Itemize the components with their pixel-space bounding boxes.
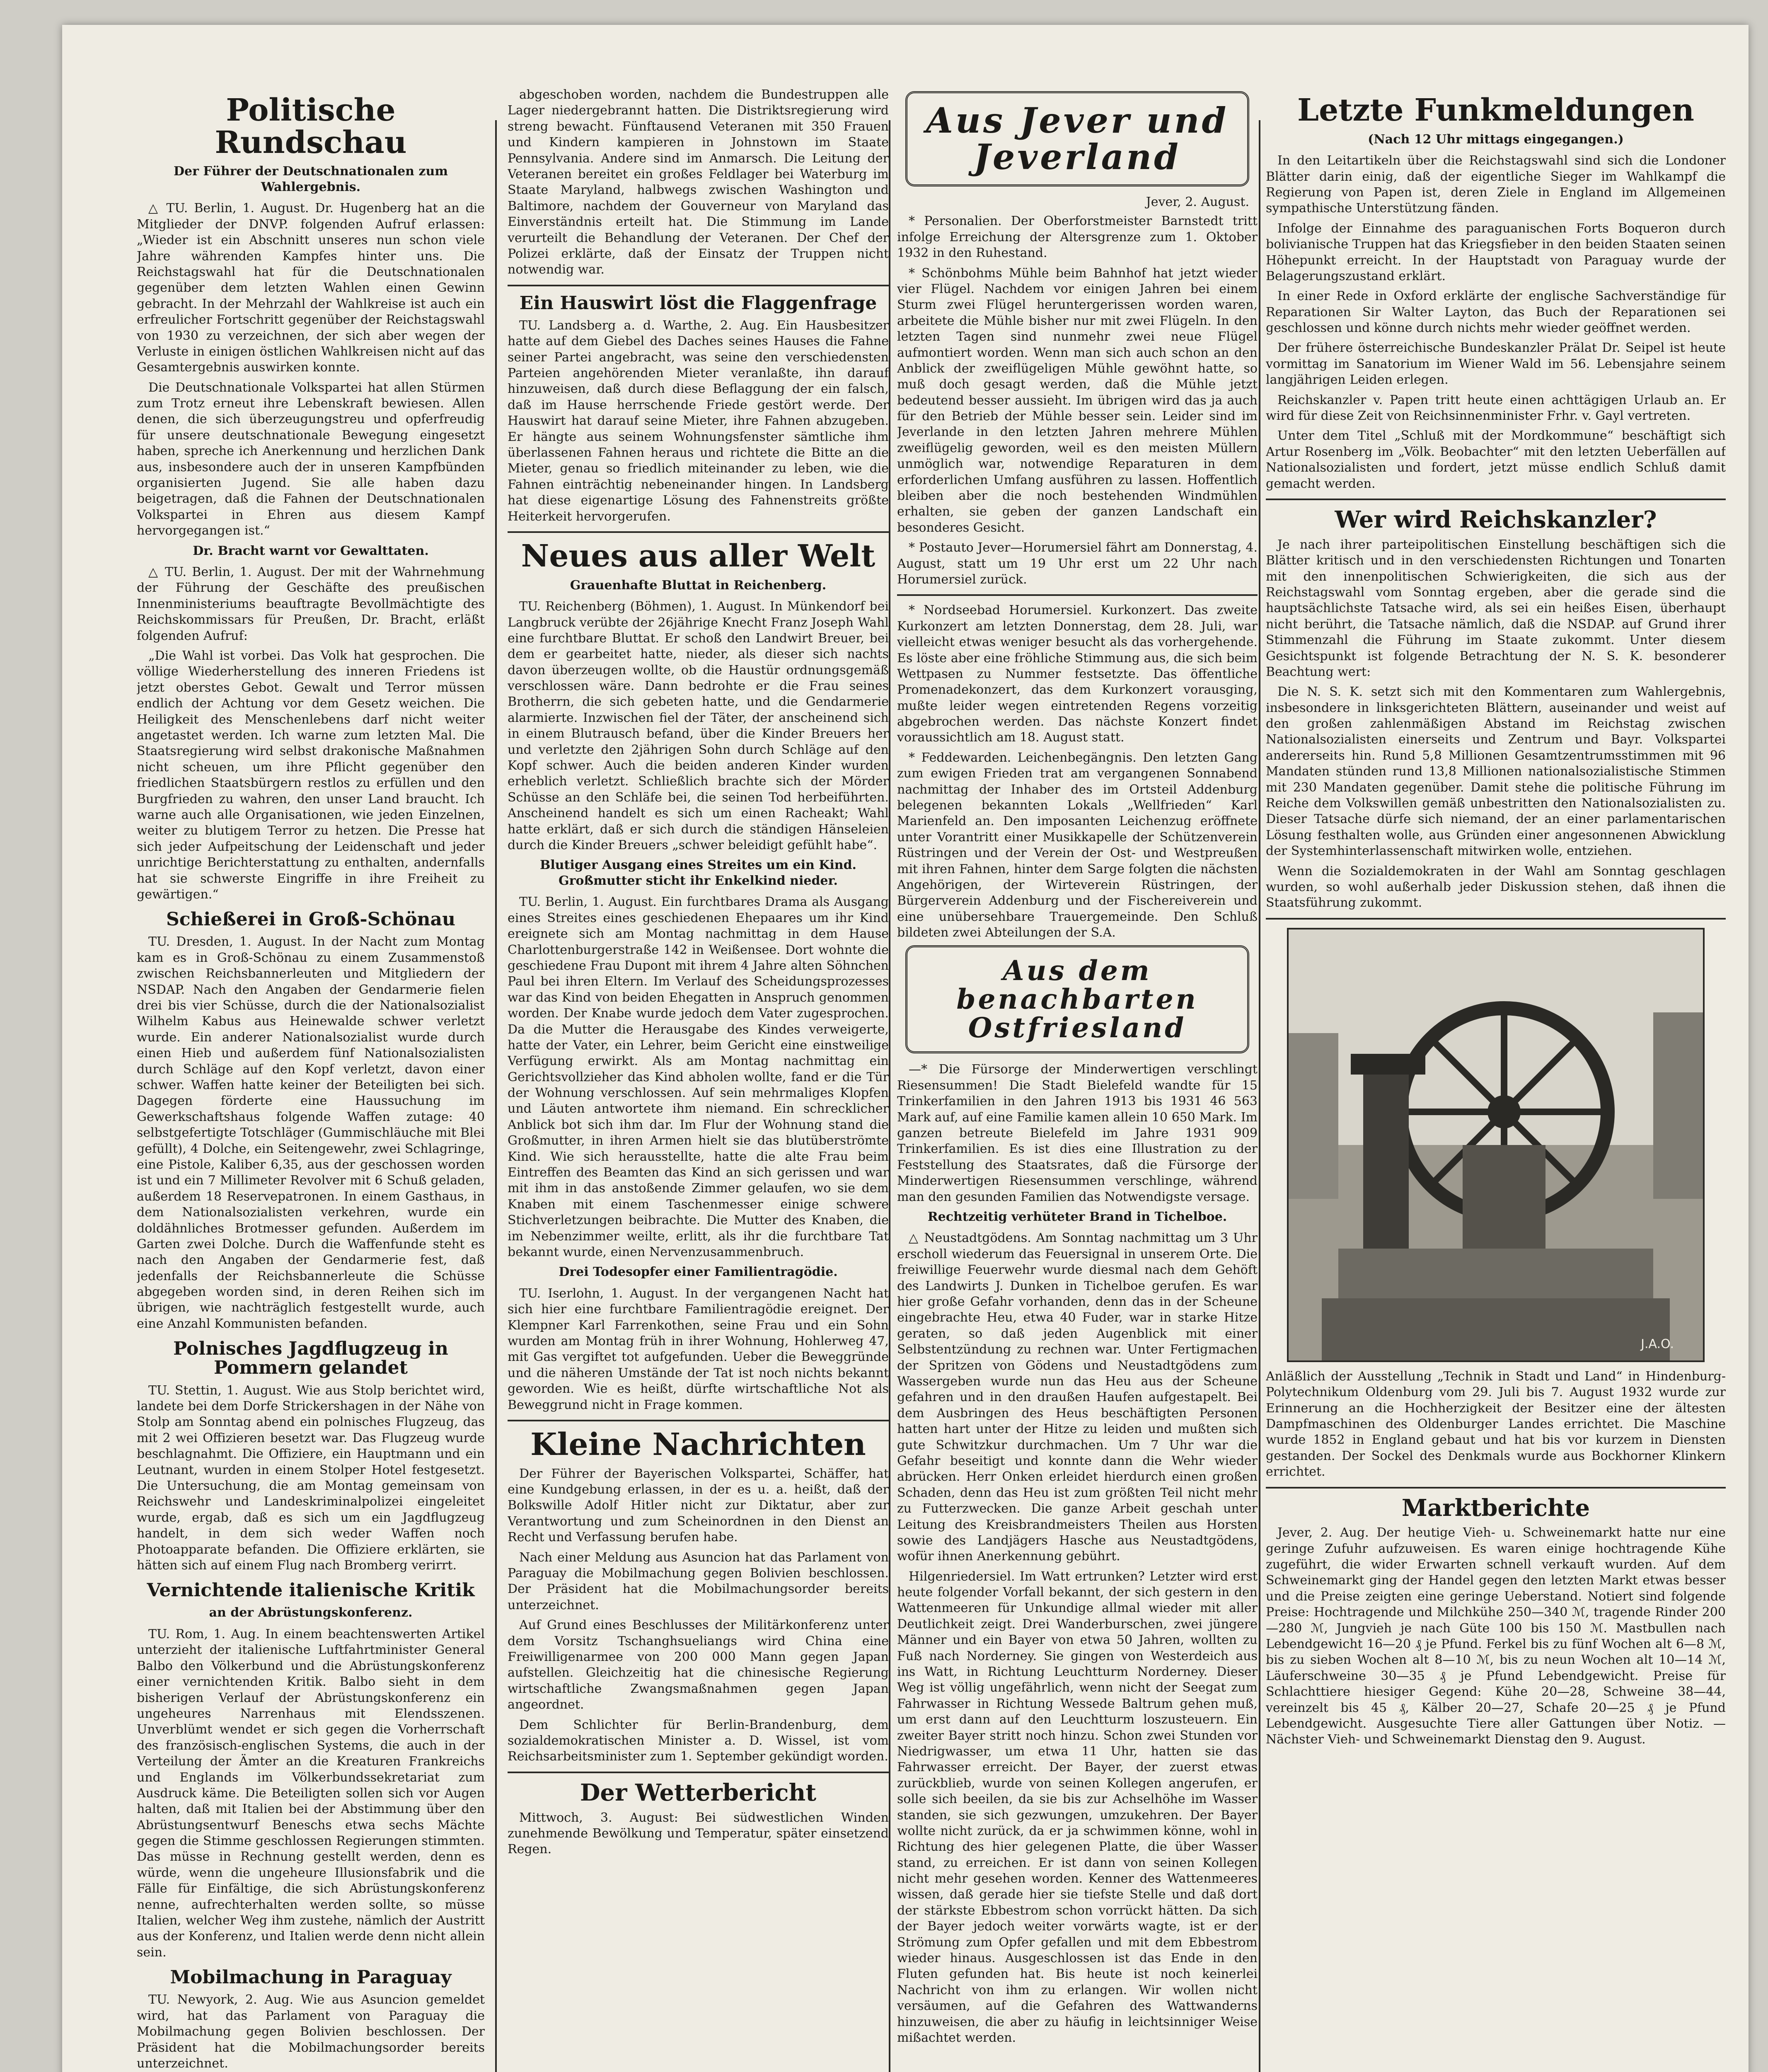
- divider: [508, 285, 889, 286]
- article-paragraph: △ TU. Berlin, 1. August. Dr. Hugenberg hat an die Mitglieder der DNVP. folgenden Aufruf erlassen: „Wieder ist ein Abschnitt unseres nun schon viele Jahre währenden Kampfes hinter uns. Die Reichstagswahl hat für die Deutschnationalen gegenüber dem letzten Wahlen einen Gewinn gebracht. In der Mehrzahl der Wahlkreise ist auch ein erfreulicher Fortschritt gegenüber der Reichstagswahl von 1930 zu verzeichnen, der sich aber wegen der Verluste in einigen östlichen Wahlkreisen nicht auf das Gesamtergebnis auswirken konnte.: [137, 201, 485, 375]
- weather-paragraph: Mittwoch, 3. August: Bei südwestlichen Winden zunehmende Bewölkung und Temperatur, später einsetzend Regen.: [508, 1810, 889, 1857]
- article-subtitle: Blutiger Ausgang eines Streites um ein Kind. Großmutter sticht ihr Enkelkind nieder.: [539, 858, 856, 888]
- article-paragraph: —* Die Fürsorge der Minderwertigen verschlingt Riesensummen! Die Stadt Bielefeld wandte für 15 Trinkerfamilien in den Jahren 1913 bis 1931 46 563 Mark auf, auf eine Familie kamen allein 10 650 Mark. Im ganzen betreute Bielefeld im Jahre 1931 909 Trinkerfamilien. Es ist dies eine Illustration zu der Feststellung des Staatsrates, daß die Fürsorge der Minderwertigen Riesensummen verschlinge, während man den gesunden Familien das Notwendigste versage.: [897, 1062, 1258, 1204]
- article-paragraph: △ TU. Berlin, 1. August. Der mit der Wahrnehmung der Führung der Geschäfte des preußischen Innenministeriums beauftragte Bevollmächtigte des Reichskommissars für Preußen, Dr. Bracht, erläßt folgenden Aufruf:: [137, 565, 485, 643]
- divider: [1266, 918, 1726, 920]
- article-paragraph: TU. Stettin, 1. August. Wie aus Stolp berichtet wird, landete bei dem Dorfe Strickershagen in der Nähe von Stolp am Sonntag abend ein polnisches Flugzeug, das mit 2 wei Offizieren besetzt war. Das Flugzeug wurde beschlagnahmt. Die Offiziere, ein Hauptmann und ein Leutnant, wurden in einem Stolper Hotel festgesetzt. Die Untersuchung, die am Montag gemeinsam von Reichswehr und Landeskriminalpolizei eingeleitet wurde, ergab, daß es sich um ein Jagdflugzeug handelt, in dem sich weder Waffen noch Photoapparate befanden. Die Offiziere erklärten, sie hätten sich auf einem Flug nach Bromberg verirrt.: [137, 1383, 485, 1573]
- divider: [1266, 499, 1726, 500]
- article-paragraph: TU. Reichenberg (Böhmen), 1. August. In Münkendorf bei Langbruck verübte der 26jährige Knecht Franz Joseph Wahl eine furchtbare Bluttat. Er schoß den Landwirt Breuer, bei dem er gearbeitet hatte, nieder, als dieser sich nachts davon überzeugen wollte, ob die Haustür ordnungsgemäß verschlossen wäre. Dann bedrohte er die Frau seines Brotherrn, die sich gebeten hatte, und die Gendarmerie alarmierte. Inzwischen fiel der Täter, der anscheinend sich in einem Blutrausch befand, über die Kinder Breuers her und verletzte den 2jährigen Sohn durch Schläge auf den Kopf schwer. Auch die beiden anderen Kinder wurden erheblich verletzt. Schließlich brachte sich der Mörder Schüsse an den Schläfe bei, die seinen Tod herbeiführten. Anscheinend handelt es sich um einen Racheakt; Wahl hatte erklärt, daß er sich durch die ständigen Hänseleien durch die Kinder Breuers „schwer beleidigt gefühlt habe“.: [508, 599, 889, 852]
- article-paragraph: Die N. S. K. setzt sich mit den Kommentaren zum Wahlergebnis, insbesondere in linksgerichteten Blättern, auseinander und weist auf den großen zahlenmäßigen Abstand im Reichstag zwischen Nationalsozialisten einerseits und Zentrum und Bayr. Volkspartei andererseits hin. Rund 5,8 Millionen Gesamtzentrumsstimmen mit 96 Mandaten stünden rund 13,8 Millionen nationalsozialistische Stimmen mit 230 Mandaten gegenüber. Damit stehe die politische Führung im Reiche dem Volkswillen gemäß unbestritten den Nationalsozialisten zu. Dieser Tatsache dürfe sich niemand, der an einer parlamentarischen Lösung festhalten wolle, aus Gründen einer angesonnenen Abwicklung der Systemhinterlassenschaft mitwirken wolle, entziehen.: [1266, 685, 1726, 859]
- section-title: Kleine Nachrichten: [530, 1427, 866, 1462]
- article-paragraph: * Personalien. Der Oberforstmeister Barnstedt tritt infolge Erreichung der Altersgrenze zum 1. Oktober 1932 in den Ruhestand.: [897, 214, 1258, 261]
- article-paragraph: Je nach ihrer parteipolitischen Einstellung beschäftigen sich die Blätter kritisch und in den verschiedensten Richtungen und Tonarten mit den innenpolitischen Schwierigkeiten, die sich aus der Reichstagswahl vom Sonntag ergeben, aber die gerade sind die hauptsächlichste Tatsache wird, als sei ein heißes Eisen, überhaupt nicht berührt, die Tatsache nämlich, daß die NSDAP. auf Grund ihrer Stimmenzahl die Führung im Staate zukommt. Unter diesem Gesichtspunkt ist folgende Betrachtung der N. S. K. besonderer Beachtung wert:: [1266, 537, 1726, 679]
- article-paragraph: TU. Newyork, 2. Aug. Wie aus Asuncion gemeldet wird, hat das Parlament von Paraguay die Mobilmachung gegen Bolivien beschlossen. Der Präsident hat die Mobilmachungsorder bereits unterzeichnet.: [137, 1992, 485, 2071]
- article-paragraph: abgeschoben worden, nachdem die Bundestruppen alle Lager niedergebrannt hatten. Die Distriktsregierung wird streng bewacht. Fünftausend Veteranen mit 350 Frauen und Kindern kampieren in Johnstown im Staate Pennsylvania. Andere sind im Anmarsch. Die Leitung der Veteranen bereitet ein großes Feldlager bei Waterburg im Staate Maryland, halbwegs zwischen Washington und Baltimore, nachdem der Gouverneur von Maryland das Einverständnis erteilt hat. Die Stimmung im Lande verurteilt die Behandlung der Veteranen. Der Chef der Polizei erklärte, daß der Einsatz der Truppen nicht notwendig war.: [508, 87, 889, 277]
- column-rule: [1259, 120, 1260, 2072]
- article-paragraph: * Postauto Jever—Horumersiel fährt am Donnerstag, 4. August, statt um 19 Uhr erst um 22 Uhr nach Horumersiel zurück.: [897, 540, 1258, 587]
- column-4: [1266, 87, 1726, 2072]
- divider: [508, 1420, 889, 1421]
- article-paragraph: TU. Iserlohn, 1. August. In der vergangenen Nacht hat sich hier eine furchtbare Familientragödie ereignet. Der Klempner Karl Farrenkothen, seine Frau und ein Sohn wurden am Montag früh in ihrer Wohnung, Hohlerweg 47, mit Gas vergiftet tot aufgefunden. Ueber die Beweggründe und die näheren Umstände der Tat ist noch nichts bekannt geworden. Wie es heißt, dürfte wirtschaftliche Not als Beweggrund nicht in Frage kommen.: [508, 1286, 889, 1412]
- article-subtitle: Rechtzeitig verhüteter Brand in Tichelboe.: [927, 1209, 1227, 1224]
- article-title: Vernichtende italienische Kritik: [147, 1580, 475, 1601]
- article-paragraph: „Die Wahl ist vorbei. Das Volk hat gesprochen. Die völlige Wiederherstellung des inneren Friedens ist jetzt oberstes Gebot. Gewalt und Terror müssen endlich der Achtung vor dem Gesetz weichen. Die Heiligkeit des Menschenlebens darf nicht weiter angetastet werden. Ich warne zum letzten Mal. Die Staatsregierung wird selbst drakonische Maßnahmen nicht scheuen, um ihre Pflicht gegenüber den friedlichen Staatsbürgern restlos zu erfüllen und den Burgfrieden zu wahren, den unser Land braucht. Ich warne auch alle Organisationen, wie jeden Einzelnen, weiter zu blutigem Terror zu hetzen. Die Presse hat sich jeder Aufpeitschung der Leidenschaft und jeder unrichtige Berichterstattung zu enthalten, andernfalls hat sie schwerste Eingriffe in ihre Freiheit zu gewärtigen.“: [137, 649, 485, 902]
- politische-rundschau-title: Politische Rundschau: [215, 92, 407, 160]
- article-paragraph: TU. Rom, 1. Aug. In einem beachtenswerten Artikel unterzieht der italienische Luftfahrtminister General Balbo den Völkerbund und die Abrüstungskonferenz einer vernichtenden Kritik. Balbo sieht in dem bisherigen Verlauf der Abrüstungskonferenz ein ungeheures Narrenhaus mit Elendsszenen. Unverblümt wendet er sich gegen die Vorherrschaft des französisch-englischen Systems, die auch in der Verteilung der Ämter an die Kreaturen Frankreichs und Englands im Völkerbundssekretariat zum Ausdruck käme. Die Beteiligten sollen sich vor Augen halten, daß mit Italien bei der Abstimmung über den Abrüstungsentwurf Beneschs etwa sechs Mächte gegen die Stimme geschlossen Regierungen stimmten. Das müsse in Rechnung gestellt werden, denn es würde, wenn die ungeheure Illusionsfabrik und die Fälle für Einfältige, die sich Abrüstungskonferenz nenne, aufrechterhalten werden sollte, so müsse Italien, welcher Weg ihm zustehe, nämlich der Austritt aus der Konferenz, und Italien werde denn nicht allein sein.: [137, 1627, 485, 1960]
- article-paragraph: TU. Berlin, 1. August. Ein furchtbares Drama als Ausgang eines Streites eines geschiedenen Ehepaares um ihr Kind ereignete sich am Montag nachmittag in dem Hause Charlottenburgerstraße 142 in Weißensee. Dort wohnte die geschiedene Frau Dupont mit ihrem 4 Jahre alten Söhnchen Paul bei ihren Eltern. Im Verlauf des Scheidungsprozesses war das Kind von beiden Ehegatten in Anspruch genommen worden. Der Knabe wurde jedoch dem Vater zugesprochen. Da die Mutter die Herausgabe des Kindes verweigerte, hatte der Vater, ein Lehrer, beim Gericht eine einstweilige Verfügung erwirkt. Als am Montag nachmittag ein Gerichtsvollzieher das Kind abholen wollte, fand er die Tür der Wohnung verschlossen. Auf sein mehrmaliges Klopfen und Läuten antwortete ihm niemand. Ein schrecklicher Anblick bot sich ihm dar. Im Flur der Wohnung stand die Großmutter, in ihren Armen hielt sie das blutüberströmte Kind. Wie sich herausstellte, hatte die alte Frau beim Eintreffen des Beamten das Kind an sich gerissen und war mit ihm in das anstoßende Zimmer gelaufen, wo sie dem Knaben mit einem Taschenmesser einige schwere Stichverletzungen beibrachte. Die Mutter des Knaben, die im Nebenzimmer weilte, erlitt, als ihr die furchtbare Tat bekannt wurde, einen Nervenzusammenbruch.: [508, 895, 889, 1259]
- article-paragraph: Dem Schlichter für Berlin-Brandenburg, dem sozialdemokratischen Minister a. D. Wissel, ist vom Reichsarbeitsminister zum 1. September gekündigt worden.: [508, 1717, 889, 1764]
- article-paragraph: TU. Landsberg a. d. Warthe, 2. Aug. Ein Hausbesitzer hatte auf dem Giebel des Daches seines Hauses die Fahne seiner Partei angebracht, was seine den verschiedensten Parteien angehörenden Mieter veranlaßte, ihn darauf hinzuweisen, daß durch diese Beflaggung der ein falsch, daß im Hause herrschende Friede gestört werde. Der Hauswirt hat darauf seine Mieter, ihre Fahnen abzugeben. Er hängte aus seinem Wohnungsfenster sämtliche ihm überlassenen Fahnen heraus und richtete die Bitte an die Mieter, genau so friedlich miteinander zu leben, wie die Fahnen einträchtig nebeneinander hingen. In Landsberg hat diese eigenartige Lösung des Fahnenstreits größte Heiterkeit hervorgerufen.: [508, 318, 889, 524]
- newspaper-page: [62, 25, 1749, 2072]
- column-rule: [495, 120, 497, 2072]
- steam-engine-illustration: [1289, 929, 1703, 1360]
- article-paragraph: * Schönbohms Mühle beim Bahnhof hat jetzt wieder vier Flügel. Nachdem vor einigen Jahren bei einem Sturm zwei Flügel heruntergerissen worden waren, arbeitete die Mühle bisher nur mit zwei Flügeln. In den letzten Tagen sind nunmehr zwei neue Flügel aufmontiert worden. Wenn man sich auch schon an den Anblick der zweiflügeligen Mühle gewöhnt hatte, so muß doch gesagt werden, daß die Mühle jetzt bedeutend besser aussieht. Im übrigen wird das ja auch für den Betrieb der Mühle besser sein. Leider sind im Jeverlande in den letzten Jahren mehrere Mühlen zweiflügelig geworden, weil es den meisten Müllern unmöglich war, notwendige Reparaturen in dem erforderlichen Umfang ausführen zu lassen. Hoffentlich bleiben aber die noch bestehenden Windmühlen erhalten, sie geben der ganzen Landschaft ein besonderes Gesicht.: [897, 266, 1258, 535]
- article-paragraph: Nach einer Meldung aus Asuncion hat das Parlament von Paraguay die Mobilmachung gegen Bolivien beschlossen. Der Präsident hat die Mobilmachungsorder bereits unterzeichnet.: [508, 1550, 889, 1612]
- article-title: Polnisches Jagdflugzeug in Pommern gelandet: [173, 1338, 448, 1379]
- photo-mark: J.A.O.: [1641, 1336, 1674, 1351]
- dateline: Jever, 2. August.: [1146, 195, 1249, 210]
- steam-engine-photo: [1287, 928, 1705, 1362]
- article-paragraph: Der Führer der Bayerischen Volkspartei, Schäffer, hat eine Kundgebung erlassen, in der es u. a. heißt, daß der Bolkswille Adolf Hitler nicht zur Diktatur, aber zur Verantwortung und zum Scheinordnen in den Dienst an Recht und Verfassung berufen habe.: [508, 1466, 889, 1545]
- article-paragraph: Der frühere österreichische Bundeskanzler Prälat Dr. Seipel ist heute vormittag im Sanatorium im Wiener Wald im 56. Lebensjahre seinem langjährigen Leiden erlegen.: [1266, 341, 1726, 387]
- divider: [508, 531, 889, 533]
- article-paragraph: In den Leitartikeln über die Reichstagswahl sind sich die Londoner Blätter darin einig, daß der eigentliche Sieger im Wahlkampf die Regierung von Papen ist, deren Ziele in England im Allgemeinen sympathische Unterstützung fänden.: [1266, 153, 1726, 216]
- article-paragraph: In einer Rede in Oxford erklärte der englische Sachverständige für Reparationen Sir Walter Layton, das Buch der Reparationen sei geschlossen und könne durch nichts mehr wieder geöffnet werden.: [1266, 289, 1726, 336]
- article-paragraph: Reichskanzler v. Papen tritt heute einen achttägigen Urlaub an. Er wird für diese Zeit von Reichsinnenminister Frhr. v. Gayl vertreten.: [1266, 392, 1726, 424]
- article-subtitle: (Nach 12 Uhr mittags eingegangen.): [1368, 132, 1624, 147]
- funkmeldungen-title: Letzte Funkmeldungen: [1297, 92, 1694, 128]
- article-title: Marktberichte: [1401, 1494, 1590, 1522]
- article-title: Mobilmachung in Paraguay: [170, 1967, 452, 1988]
- article-subtitle: Der Führer der Deutschnationalen zum Wahlergebnis.: [173, 164, 448, 194]
- article-paragraph: Die Deutschnationale Volkspartei hat allen Stürmen zum Trotz erneut ihre Lebenskraft bewiesen. Allen denen, die sich überzeugungstreu und opferfreudig für unsere deutschnationale Bewegung eingesetzt haben, spreche ich Anerkennung und herzlichen Dank aus, insbesondere auch der in unseren Kampfbünden organisierten Jugend. Sie alle haben dazu beigetragen, daß die Fahnen der Deutschnationalen Volkspartei in Ehren aus diesem Kampf hervorgegangen ist.“: [137, 380, 485, 538]
- column-2: [508, 87, 889, 2072]
- divider: [508, 1772, 889, 1773]
- article-paragraph: Infolge der Einnahme des paraguanischen Forts Boqueron durch bolivianische Truppen hat das Kriegsfieber in den beiden Staaten seinen Höhepunkt erreicht. In der Hauptstadt von Paraguay wurde der Belagerungszustand erklärt.: [1266, 221, 1726, 283]
- article-paragraph: Auf Grund eines Beschlusses der Militärkonferenz unter dem Vorsitz Tschanghsueliangs wird China eine Freiwilligenarmee von 200 000 Mann gegen Japan aufstellen. Gleichzeitig hat die chinesische Regierung wirtschaftliche Zwangsmaßnahmen gegen Japan angeordnet.: [508, 1618, 889, 1712]
- article-paragraph: △ Neustadtgödens. Am Sonntag nachmittag um 3 Uhr erscholl wiederum das Feuersignal in unserem Orte. Die freiwillige Feuerwehr wurde diesmal nach dem Gehöft des Landwirts J. Dunken in Tichelboe gerufen. Es war hier große Gefahr vorhanden, denn das in der Scheune eingebrachte Heu, etwa 40 Fuder, war in starke Hitze geraten, so daß jeden Augenblick mit einer Selbstentzündung zu rechnen war. Unter Fertigmachen der Spritzen von Gödens und Neustadtgödens zum Wassergeben wurde nun das Heu aus der Scheune gefahren und in den draußen Haufen aufgestapelt. Bei dem Ausbringen des Heus beschäftigten Personen hatten hart unter der Hitze zu leiden und mußten sich gute Schwitzkur durchmachen. Um 7 Uhr war die Gefahr beseitigt und konnte dann die Wehr wieder abrücken. Herr Onken erleidet hierdurch einen großen Schaden, denn das Heu ist zum größten Teil nicht mehr zu Futterzwecken. Die ganze Arbeit geschah unter Leitung des Kreisbrandmeisters Theilen aus Horsten sowie des Landjägers Hasche aus Neustadtgödens, wofür ihnen Anerkennung gebührt.: [897, 1231, 1258, 1564]
- divider: [1266, 1487, 1726, 1489]
- photo-caption: Anläßlich der Ausstellung „Technik in Stadt und Land“ in Hindenburg-Polytechnikum Oldenburg vom 29. Juli bis 7. August 1932 wurde zur Erinnerung an die Hochherzigkeit der Besitzer eine der ältesten Dampfmaschinen des Oldenburger Landes errichtet. Die Maschine wurde 1852 in England gebaut und hat bis vor kurzem in Diensten gestanden. Der Sockel des Denkmals wurde aus Bockhorner Klinkern errichtet.: [1266, 1369, 1726, 1479]
- article-paragraph: Hilgenriedersiel. Im Watt ertrunken? Letzter wird erst heute folgender Vorfall bekannt, der sich gestern in den Wattenmeeren für Unkundige allmal wieder mit aller Deutlichkeit zeigt. Drei Wanderburschen, zwei jüngere Männer und ein Bayer von etwa 50 Jahren, wollten zu Fuß nach Norderney. Sie gingen von Westerdeich aus ins Watt, in Richtung Leuchtturm Norderney. Dieser Weg ist völlig ungefährlich, wenn nicht der Seegat zum Fahrwasser in Richtung Wessede Baltrum gehen muß, um erst dann auf den Leuchtturm loszusteuern. Ein zweiter Bayer stritt noch hinzu. Schon zwei Stunden vor Niedrigwasser, um etwa 11 Uhr, hatten sie das Fahrwasser erreicht. Der Bayer, der zuerst etwas zurückblieb, wurde von seinen Kollegen angerufen, er solle sich beeilen, da sie bis zur Achselhöhe im Wasser standen, sie sich gezwungen, umzukehren. Der Bayer wollte nicht zurück, da er ja schwimmen könne, wohl in Richtung des hier gelegenen Platte, die über Wasser stand, zu erreichen. Er ist dann von seinen Kollegen nicht mehr gesehen worden. Kenner des Wattenmeeres wissen, daß gerade hier sie tiefste Stelle und daß dort der stärkste Ebbestrom schon vorrückt hätten. Da sich der Bayer jedoch weiter vorwärts wagte, ist er der Strömung zum Opfer gefallen und mit dem Ebbestrom wieder hinaus. Ausgeschlossen ist das Ende in den Fluten gefunden hat. Bis heute ist noch keinerlei Nachricht von ihm zu erlangen. Wir wollen nicht versäumen, auf die Gefahren des Wattwanderns hinzuweisen, die aber zu häufig in leichtsinniger Weise mißachtet werden.: [897, 1569, 1258, 2045]
- article-title: Ein Hauswirt löst die Flaggenfrage: [519, 292, 877, 314]
- section-title: Neues aus aller Welt: [521, 538, 876, 574]
- article-paragraph: * Feddewarden. Leichenbegängnis. Den letzten Gang zum ewigen Frieden trat am vergangenen Sonnabend nachmittag der Inhaber des im Ortsteil Addenburg belegenen bekannten Lokals „Wellfrieden“ Karl Marienfeld an. Den imposanten Leichenzug eröffnete unter Vorantritt einer Musikkapelle der Schützenverein Rüstringen und der Verein der Ost- und Westpreußen mit ihren Fahnen, hinter dem Sarge folgten die nächsten Angehörigen, der Wirteverein Rüstringen, der Bürgerverein Addenburg und der Fischereiverein und eine unübersehbare Trauergemeinde. Den Schluß bildeten zwei Abteilungen der S.A.: [897, 750, 1258, 940]
- ostfriesland-section-head: Aus dem benachbarten Ostfriesland: [905, 945, 1249, 1054]
- article-paragraph: Wenn die Sozialdemokraten in der Wahl am Sonntag geschlagen wurden, so wohl außerhalb jeder Diskussion stehen, daß ihnen die Staatsführung zukommt.: [1266, 864, 1726, 910]
- column-1: [137, 87, 485, 2072]
- article-paragraph: Jever, 2. Aug. Der heutige Vieh- u. Schweinemarkt hatte nur eine geringe Zufuhr aufzuweisen. Es waren einige hochtragende Kühe zugeführt, die wider Erwarten schnell verkauft wurden. Auf dem Schweinemarkt ging der Handel gegen den letzten Markt etwas besser und die Preise zeigten eine geringe Ueberstand. Notiert sind folgende Preise: Hochtragende und Milchkühe 250—340 ℳ, tragende Rinder 200—280 ℳ, Jungvieh je nach Güte 100 bis 150 ℳ. Mastbullen nach Lebendgewicht 16—20 ₰ je Pfund. Ferkel bis zu fünf Wochen alt 6—8 ℳ, bis zu sieben Wochen alt 8—10 ℳ, bis zu neun Wochen alt 10—14 ℳ, Läuferschweine 30—35 ₰ je Pfund Lebendgewicht. Preise für Schlachttiere hiesiger Gegend: Kühe 20—28, Schweine 38—44, vereinzelt bis 45 ₰, Kälber 20—27, Schafe 20—25 ₰ je Pfund Lebendgewicht. Ausgesuchte Tiere aller Gattungen über Notiz. — Nächster Vieh- und Schweinemarkt Dienstag den 9. August.: [1266, 1525, 1726, 1747]
- article-title: Schießerei in Groß-Schönau: [166, 909, 456, 930]
- article-title: Wer wird Reichskanzler?: [1335, 506, 1657, 533]
- article-subtitle: Dr. Bracht warnt vor Gewalttaten.: [193, 543, 429, 558]
- column-rule: [889, 120, 890, 2072]
- article-subtitle: Drei Todesopfer einer Familientragödie.: [559, 1265, 838, 1280]
- article-paragraph: Unter dem Titel „Schluß mit der Mordkommune“ beschäftigt sich Artur Rosenberg im „Völk. Beobachter“ mit den letzten Ueberfällen auf Nationalsozialisten und fordert, jetzt müsse endlich Schluß damit gemacht werden.: [1266, 428, 1726, 491]
- article-paragraph: * Nordseebad Horumersiel. Kurkonzert. Das zweite Kurkonzert am letzten Donnerstag, dem 28. Juli, war vielleicht etwas weniger besucht als das vorhergehende. Es löste aber eine fröhliche Stimmung aus, die sich beim Wettpasen zu Nummer festsetzte. Das öffentliche Promenadekonzert, das dem Kurkonzert vorausging, mußte leider wegen eintretenden Regens vorzeitig abgebrochen werden. Das nächste Konzert findet voraussichtlich am 18. August statt.: [897, 603, 1258, 745]
- jever-section-head: Aus Jever und Jeverland: [905, 91, 1249, 186]
- divider: [897, 594, 1258, 596]
- article-paragraph: TU. Dresden, 1. August. In der Nacht zum Montag kam es in Groß-Schönau zu einem Zusammenstoß zwischen Reichsbannerleuten und Mitgliedern der NSDAP. Nach den Angaben der Gendarmerie fielen drei bis vier Schüsse, durch die der Nationalsozialist Wilhelm Kabus aus Heinewalde schwer verletzt wurde. Ein anderer Nationalsozialist wurde durch einen Hieb und außerdem fünf Nationalsozialisten durch Schläge auf den Kopf verletzt, davon einer schwer. Waffen hatte keiner der Beteiligten bei sich. Dagegen förderte eine Haussuchung im Gewerkschaftshaus folgende Waffen zutage: 40 selbstgefertigte Totschläger (Gummischläuche mit Blei gefüllt), 4 Dolche, ein Seitengewehr, zwei Schlagringe, eine Pistole, Kaliber 6,35, aus der geschossen worden ist und ein 7 Millimeter Revolver mit 6 Schuß geladen, außerdem 18 Reservepatronen. In einem Gasthaus, in dem Nationalsozialisten verkehren, wurde ein doldähnliches Brotmesser gefunden. Außerdem im Garten zwei Dolche. Durch die Waffenfunde steht es nach den Angaben der Gendarmerie fest, daß jedenfalls der Reichsbannerleute die Schüsse abgegeben worden sind, in deren Reihen sich im übrigen, wie nachträglich festgestellt wurde, auch eine Anzahl Kommunisten befanden.: [137, 934, 485, 1331]
- article-subtitle: Grauenhafte Bluttat in Reichenberg.: [570, 578, 827, 593]
- column-3: [897, 87, 1258, 2072]
- weather-title: Der Wetterbericht: [580, 1779, 817, 1806]
- article-subtitle: an der Abrüstungskonferenz.: [209, 1605, 413, 1620]
